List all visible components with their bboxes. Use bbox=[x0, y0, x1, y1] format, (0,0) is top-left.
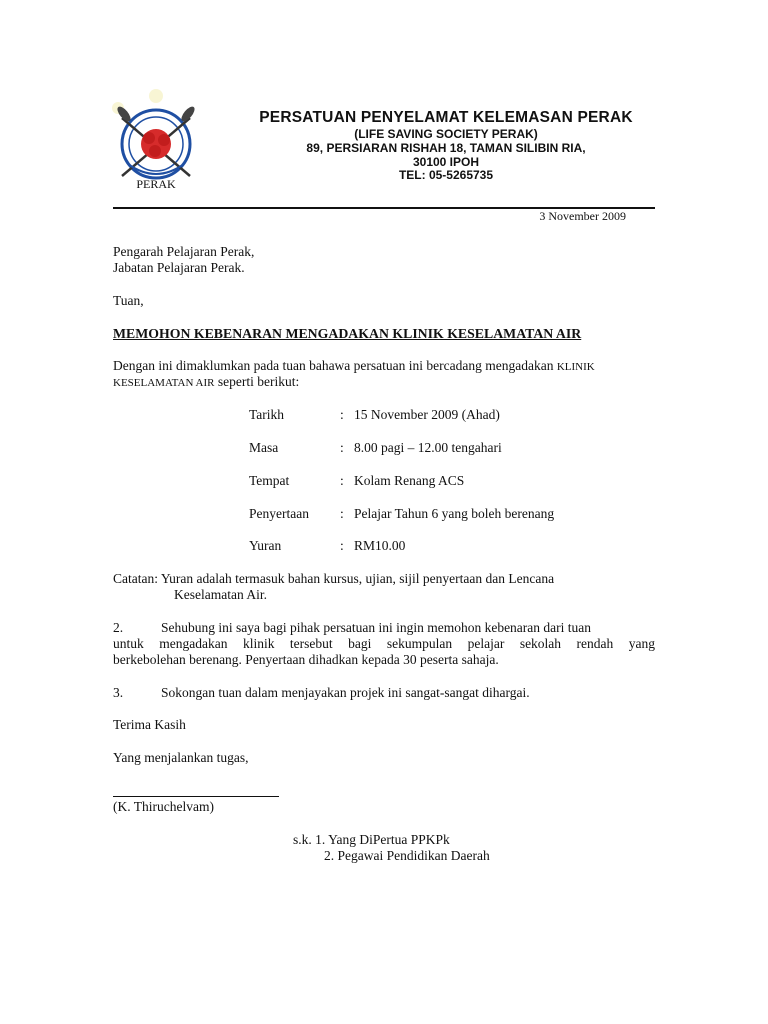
organization-name: PERSATUAN PENYELAMAT KELEMASAN PERAK bbox=[259, 109, 633, 126]
recipient-line-1: Pengarah Pelajaran Perak, bbox=[113, 244, 255, 259]
signature-line bbox=[113, 796, 279, 797]
address-line-2: 30100 IPOH bbox=[412, 155, 480, 169]
detail-value-tempat: Kolam Renang ACS bbox=[354, 473, 465, 488]
note-line-2: Keselamatan Air. bbox=[174, 587, 267, 602]
para-2-line-3: berkebolehan berenang. Penyertaan dihadkan kepada 30 peserta sahaja. bbox=[113, 652, 499, 667]
society-logo bbox=[108, 88, 204, 194]
detail-value-yuran: RM10.00 bbox=[354, 538, 406, 553]
para-3-text: Sokongan tuan dalam menjayakan projek ini sangat-sangat dihargai. bbox=[161, 685, 530, 700]
lifebuoy-crest-icon bbox=[108, 88, 204, 194]
address-line-1: 89, PERSIARAN RISHAH 18, TAMAN SILIBIN RIA, bbox=[306, 141, 586, 155]
signoff: Yang menjalankan tugas, bbox=[113, 750, 249, 765]
detail-value-tarikh: 15 November 2009 (Ahad) bbox=[354, 407, 500, 422]
intro-smallcaps-1: KLINIK bbox=[556, 361, 595, 373]
cc-line-2: 2. Pegawai Pendidikan Daerah bbox=[324, 848, 490, 863]
logo-text: PERAK bbox=[136, 177, 176, 191]
cc-line-1: s.k. 1. Yang DiPertua PPKPk bbox=[293, 832, 450, 847]
letter-subject: MEMOHON KEBENARAN MENGADAKAN KLINIK KESELAMATAN AIR bbox=[113, 326, 582, 341]
detail-label-penyertaan: Penyertaan bbox=[249, 506, 309, 521]
organization-english-name: (LIFE SAVING SOCIETY PERAK) bbox=[354, 127, 538, 141]
detail-colon: : bbox=[340, 407, 344, 422]
detail-label-yuran: Yuran bbox=[249, 538, 282, 553]
telephone: TEL: 05-5265735 bbox=[398, 168, 494, 182]
detail-value-masa: 8.00 pagi – 12.00 tengahari bbox=[354, 440, 502, 455]
detail-value-penyertaan: Pelajar Tahun 6 yang boleh berenang bbox=[354, 506, 555, 521]
para-2-line-1: Sehubung ini saya bagi pihak persatuan ini ingin memohon kebenaran dari tuan bbox=[161, 620, 592, 635]
detail-colon: : bbox=[340, 538, 344, 553]
para-2-line-2: untuk mengadakan klinik tersebut bagi sekumpulan pelajar sekolah rendah yang bbox=[113, 636, 655, 651]
para-3-number: 3. bbox=[113, 685, 124, 700]
note-line-1: Catatan: Yuran adalah termasuk bahan kursus, ujian, sijil penyertaan dan Lencana bbox=[113, 571, 555, 586]
intro-text-2: seperti berikut: bbox=[217, 374, 300, 389]
detail-colon: : bbox=[340, 440, 344, 455]
intro-paragraph bbox=[113, 358, 658, 376]
detail-label-tempat: Tempat bbox=[249, 473, 290, 488]
letter-date: 3 November 2009 bbox=[539, 209, 626, 223]
para-2-number: 2. bbox=[113, 620, 124, 635]
intro-smallcaps-2: KESELAMATAN AIR bbox=[113, 377, 215, 389]
signatory-name: (K. Thiruchelvam) bbox=[113, 799, 214, 814]
recipient-line-2: Jabatan Pelajaran Perak. bbox=[113, 260, 245, 275]
detail-label-masa: Masa bbox=[249, 440, 279, 455]
intro-text-1: Dengan ini dimaklumkan pada tuan bahawa persatuan ini bercadang mengadakan bbox=[113, 358, 554, 373]
detail-colon: : bbox=[340, 506, 344, 521]
detail-colon: : bbox=[340, 473, 344, 488]
salutation: Tuan, bbox=[113, 293, 144, 308]
closing: Terima Kasih bbox=[113, 717, 186, 732]
intro-paragraph-line-2 bbox=[113, 374, 299, 392]
detail-label-tarikh: Tarikh bbox=[249, 407, 285, 422]
